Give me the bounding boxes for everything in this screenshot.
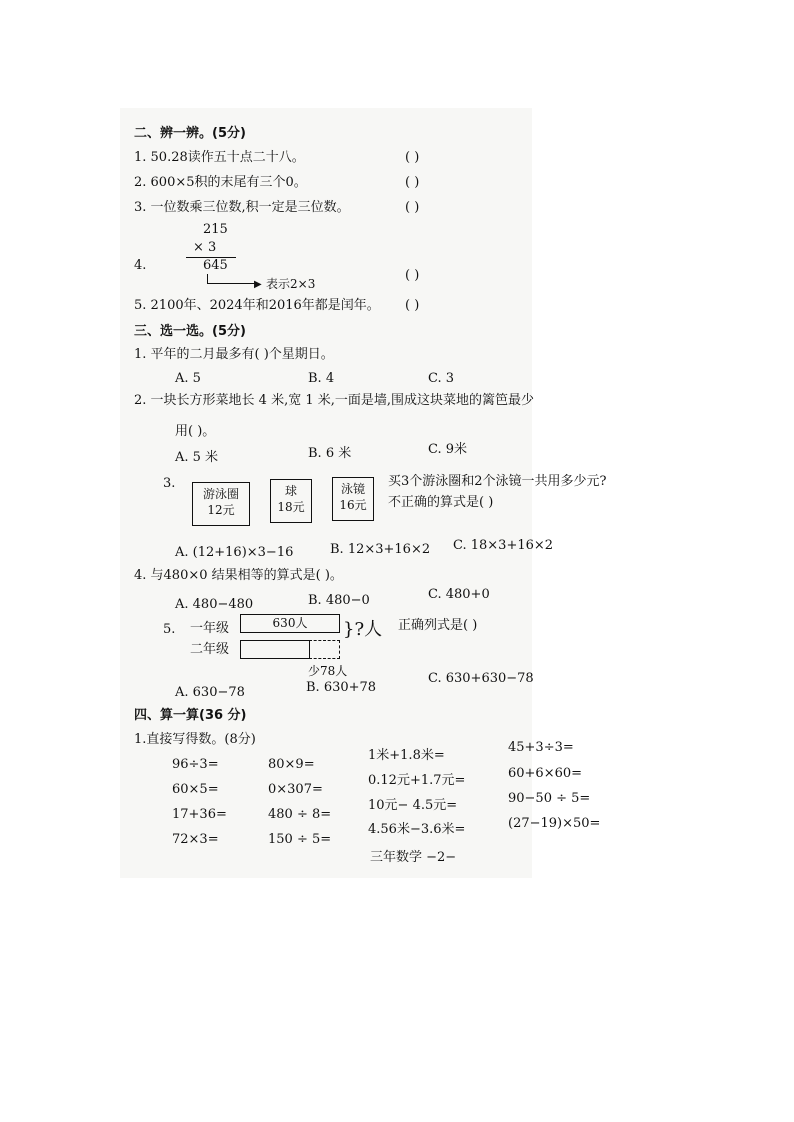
s3-q4: 4. 与480×0 结果相等的算式是( )。 xyxy=(134,568,343,583)
s2-q4-product: 645 xyxy=(203,258,228,273)
s3-q3-option-a: A. (12+16)×3−16 xyxy=(175,545,294,560)
s3-q1-option-a: A. 5 xyxy=(175,371,201,386)
s3-q3-prompt: 不正确的算式是( ) xyxy=(388,495,494,510)
s3-q1-option-c: C. 3 xyxy=(428,371,455,386)
calc-item: 0.12元+1.7元= xyxy=(368,773,466,788)
s3-q2-option-c: C. 9米 xyxy=(428,442,468,457)
calc-item: 17+36= xyxy=(172,807,227,822)
answer-paren: ( ) xyxy=(405,298,420,313)
grade-2-label: 二年级 xyxy=(190,642,230,657)
s3-q2-line2: 用( )。 xyxy=(175,424,216,439)
item-name: 游泳圈 xyxy=(202,487,239,501)
s3-q5-option-b: B. 630+78 xyxy=(306,680,377,695)
s3-q5-prompt: 正确列式是( ) xyxy=(398,618,478,633)
calc-item: 80×9= xyxy=(268,757,315,772)
s3-q5-option-a: A. 630−78 xyxy=(175,685,245,700)
s2-q3: 3. 一位数乘三位数,积一定是三位数。 xyxy=(134,200,350,215)
s3-q1-option-b: B. 4 xyxy=(308,371,335,386)
item-price: 18元 xyxy=(277,500,305,514)
s4-subtitle: 1.直接写得数。(8分) xyxy=(134,732,256,747)
answer-paren: ( ) xyxy=(405,200,420,215)
grade-2-missing-part xyxy=(309,640,340,659)
calc-item: 0×307= xyxy=(268,782,323,797)
price-card-goggles xyxy=(332,477,374,521)
difference-label: 少78人 xyxy=(308,664,348,678)
item-name: 泳镜 xyxy=(340,482,365,496)
s3-q3-option-c: C. 18×3+16×2 xyxy=(453,538,554,553)
calc-item: 72×3= xyxy=(172,832,219,847)
grade-1-bar-label: 630人 xyxy=(272,616,308,630)
answer-paren: ( ) xyxy=(405,268,420,283)
section-2-title: 二、辨一辨。(5分) xyxy=(134,126,246,141)
calc-item: 45+3÷3= xyxy=(508,740,574,755)
calc-item: 60+6×60= xyxy=(508,766,583,781)
answer-paren: ( ) xyxy=(405,175,420,190)
grade-1-bar xyxy=(240,614,340,633)
calc-item: 60×5= xyxy=(172,782,219,797)
s3-q4-option-b: B. 480−0 xyxy=(308,593,370,608)
section-3-title: 三、选一选。(5分) xyxy=(134,324,246,339)
s2-q5: 5. 2100年、2024年和2016年都是闰年。 xyxy=(134,298,380,313)
s3-q4-option-c: C. 480+0 xyxy=(428,587,490,602)
s3-q2-line1: 2. 一块长方形菜地长 4 米,宽 1 米,一面是墙,围成这块菜地的篱笆最少 xyxy=(134,393,535,408)
total-brace: }?人 xyxy=(343,619,383,640)
s2-q4-multiplier: × 3 xyxy=(193,240,217,255)
s3-q3-question: 买3个游泳圈和2个泳镜一共用多少元? xyxy=(388,474,607,489)
s3-q5-label: 5. xyxy=(163,622,176,637)
price-card-swim-ring xyxy=(192,482,250,526)
grade-1-label: 一年级 xyxy=(190,621,230,636)
s3-q4-option-a: A. 480−480 xyxy=(175,597,254,612)
section-4-title: 四、算一算(36 分) xyxy=(134,708,247,723)
page-footer: 三年数学 −2− xyxy=(370,850,457,865)
calc-item: 150 ÷ 5= xyxy=(268,832,332,847)
calc-item: (27−19)×50= xyxy=(508,816,601,831)
s2-q1: 1. 50.28读作五十点二十八。 xyxy=(134,150,305,165)
calc-item: 90−50 ÷ 5= xyxy=(508,791,591,806)
s2-q4-multiplicand: 215 xyxy=(203,222,228,237)
price-card-ball xyxy=(270,479,312,523)
calc-item: 480 ÷ 8= xyxy=(268,807,332,822)
calc-item: 4.56米−3.6米= xyxy=(368,822,466,837)
item-name: 球 xyxy=(284,484,297,498)
s3-q1: 1. 平年的二月最多有( )个星期日。 xyxy=(134,347,334,362)
answer-paren: ( ) xyxy=(405,150,420,165)
calc-item: 10元− 4.5元= xyxy=(368,798,458,813)
s3-q2-option-a: A. 5 米 xyxy=(175,450,219,465)
calc-item: 96÷3= xyxy=(172,757,219,772)
calc-item: 1米+1.8米= xyxy=(368,748,445,763)
grade-2-bar xyxy=(240,640,310,659)
item-price: 12元 xyxy=(207,503,235,517)
arrow-head-icon: ▶ xyxy=(254,279,262,290)
pointer-line xyxy=(207,283,257,284)
s3-q3-option-b: B. 12×3+16×2 xyxy=(330,542,431,557)
s2-q2: 2. 600×5积的末尾有三个0。 xyxy=(134,175,307,190)
s2-q4-label: 4. xyxy=(134,258,147,273)
s3-q2-option-b: B. 6 米 xyxy=(308,446,352,461)
s3-q5-option-c: C. 630+630−78 xyxy=(428,671,534,686)
s2-q4-note: 表示2×3 xyxy=(266,277,316,291)
item-price: 16元 xyxy=(339,498,367,512)
s3-q3-label: 3. xyxy=(163,476,176,491)
